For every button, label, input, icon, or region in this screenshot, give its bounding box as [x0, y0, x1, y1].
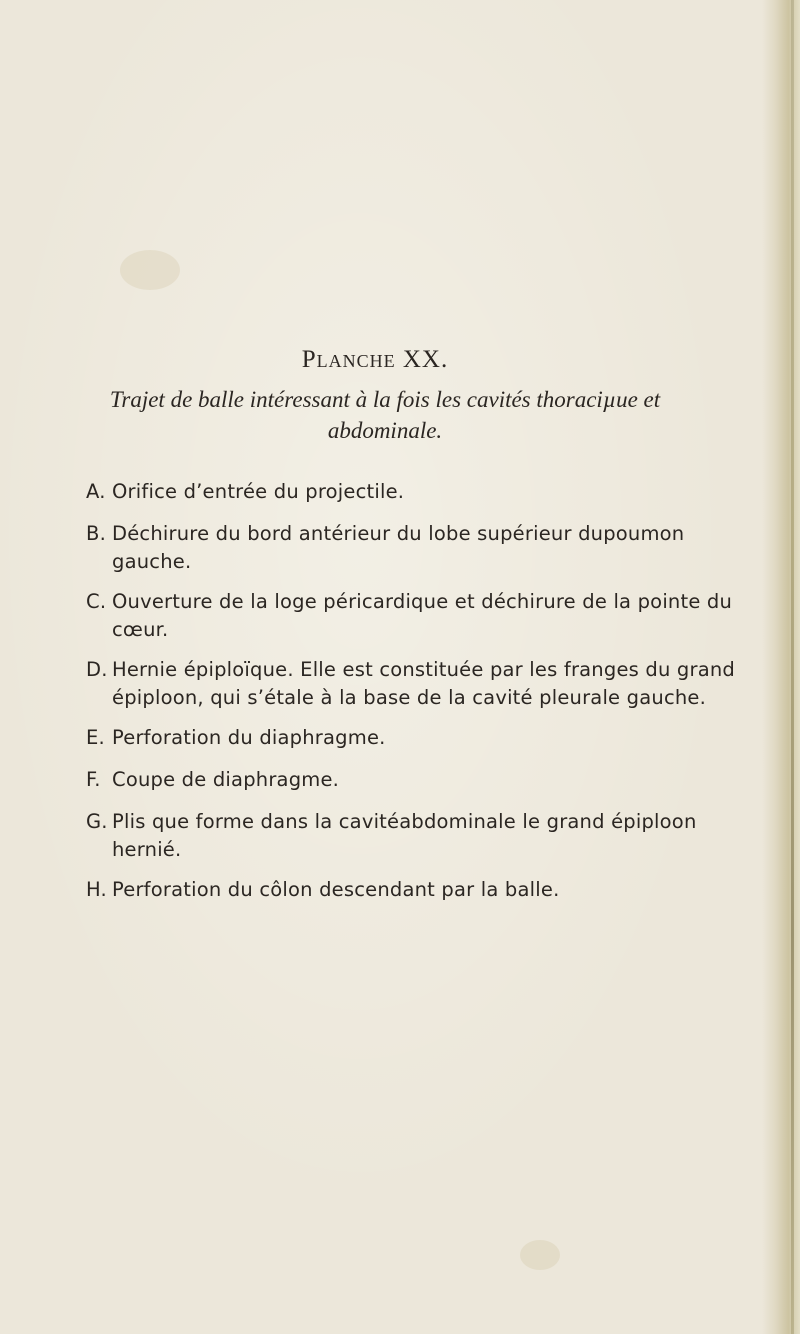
- legend-item-a: [86, 478, 736, 506]
- legend-letter: C.: [86, 590, 107, 613]
- legend-text: Hernie épiploïque. Elle est constituée par les franges du grand épiploon, qui s’étale à la base de la cavité pleurale gauche.: [112, 658, 736, 709]
- legend-item-g: [86, 808, 736, 864]
- legend-letter: F.: [86, 768, 101, 791]
- plate-caption: Trajet de balle intéressant à la fois les cavités thoraciµue et abdominale.: [109, 387, 661, 443]
- legend-text: Plis que forme dans la cavitéabdominale le grand épiploon hernié.: [112, 810, 697, 861]
- legend-item-h: [86, 876, 736, 904]
- legend-item-f: [86, 766, 736, 794]
- legend-letter: B.: [86, 522, 106, 545]
- legend-item-d: [86, 656, 736, 712]
- legend-letter: A.: [86, 480, 106, 503]
- legend-text: Coupe de diaphragme.: [112, 768, 340, 791]
- legend-item-b: [86, 520, 736, 576]
- legend-letter: H.: [86, 878, 107, 901]
- plate-title: Planche XX.: [301, 346, 449, 373]
- legend-text: Ouverture de la loge péricardique et déchirure de la pointe du cœur.: [112, 590, 733, 641]
- legend-text: Perforation du côlon descendant par la balle.: [112, 878, 560, 901]
- legend-text: Déchirure du bord antérieur du lobe supérieur dupoumon gauche.: [112, 522, 685, 573]
- legend-item-c: [86, 588, 736, 644]
- legend-text: Perforation du diaphragme.: [112, 726, 386, 749]
- legend-list: [86, 478, 736, 918]
- legend-letter: E.: [86, 726, 105, 749]
- legend-letter: G.: [86, 810, 108, 833]
- legend-letter: D.: [86, 658, 108, 681]
- legend-item-e: [86, 724, 736, 752]
- legend-text: Orifice d’entrée du projectile.: [112, 480, 405, 503]
